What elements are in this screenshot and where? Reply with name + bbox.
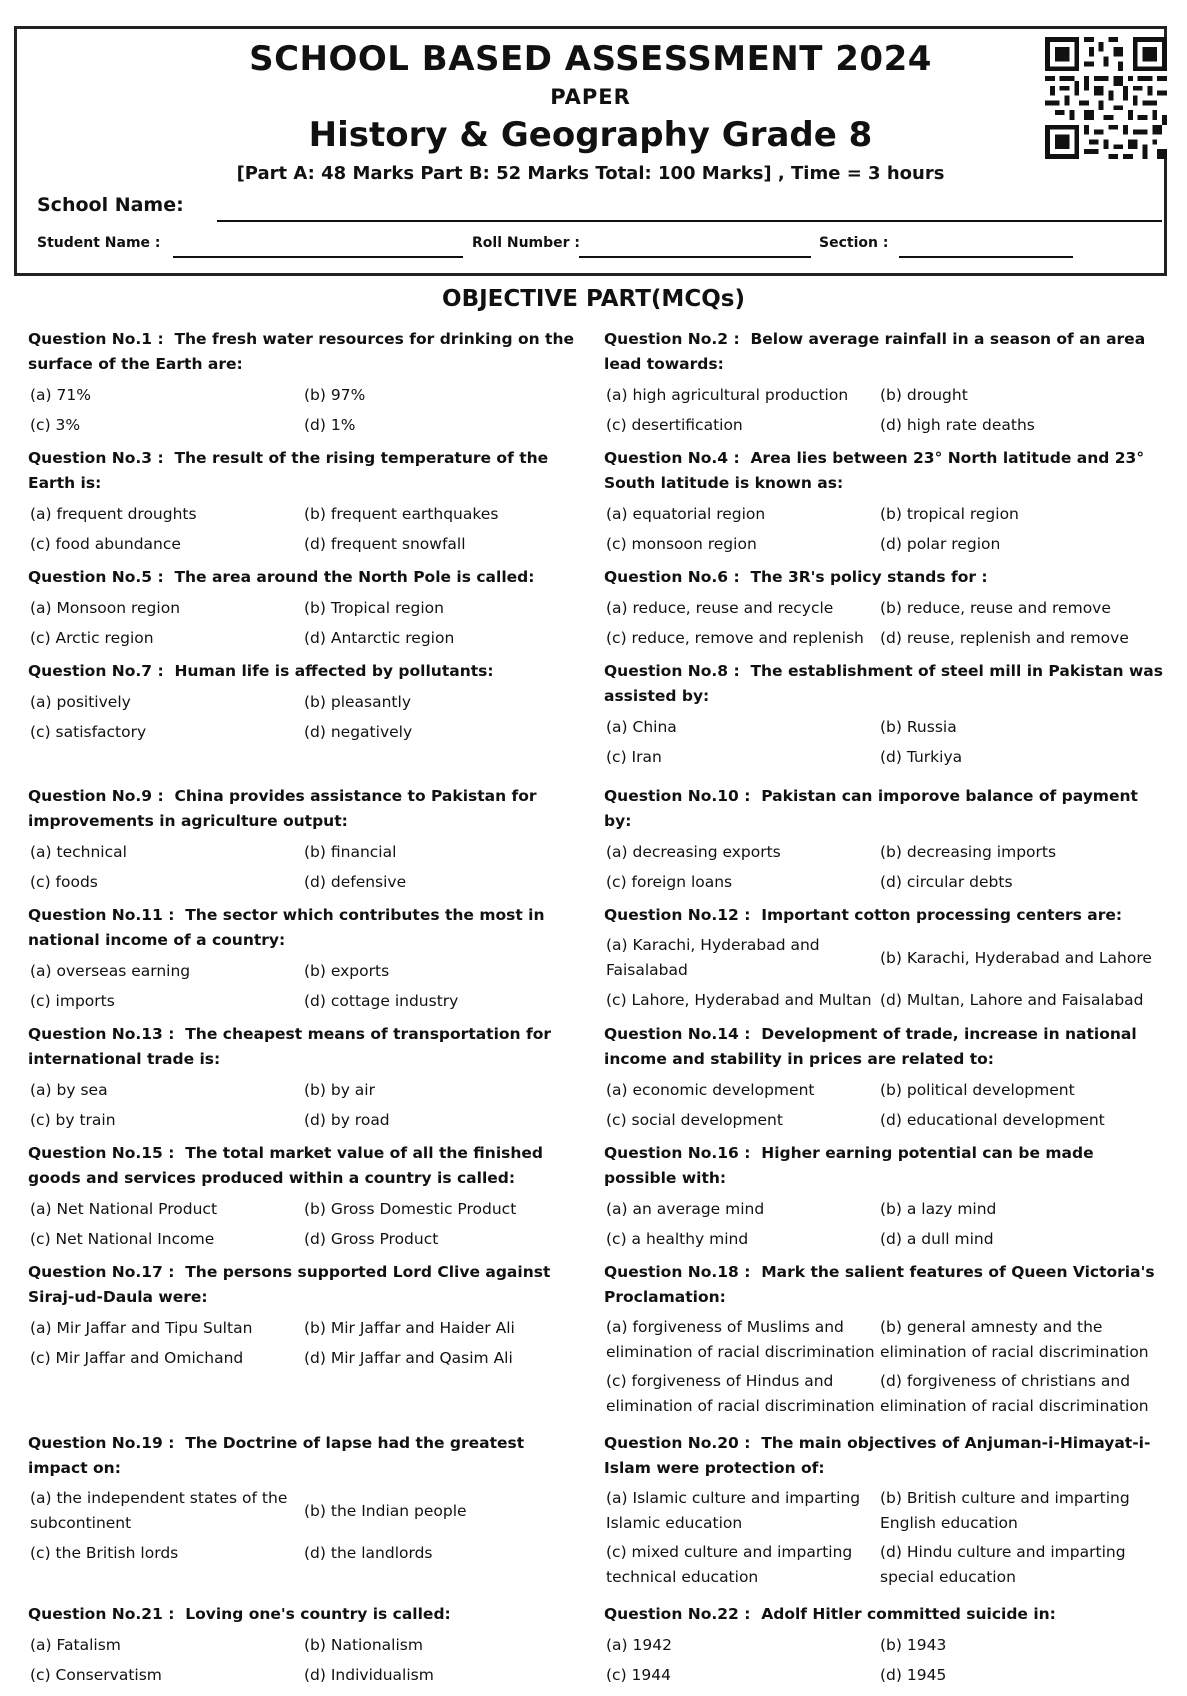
question-1 [28,327,588,441]
option-c[interactable]: (c) desertification [606,415,743,434]
question-number: Question No.9 : [28,787,164,805]
option-b[interactable]: (b) decreasing imports [880,842,1057,861]
option-c[interactable]: (c) Lahore, Hyderabad and Multan [606,990,872,1009]
option-b[interactable]: (b) political development [880,1080,1075,1099]
option-b[interactable]: (b) Karachi, Hyderabad and Lahore [880,948,1152,967]
question-stem [604,659,1164,709]
option-a[interactable]: (a) technical [30,842,127,861]
paper-header [14,26,1167,276]
option-c[interactable]: (c) food abundance [30,534,181,553]
question-number: Question No.17 : [28,1263,175,1281]
option-c[interactable]: (c) 1944 [606,1665,671,1684]
question-12 [604,903,1164,1016]
question-stem [28,784,588,834]
question-text: Below average rainfall in a season of an area lead towards: [604,330,1146,373]
question-number: Question No.21 : [28,1605,175,1623]
question-13 [28,1022,588,1136]
option-a[interactable]: (a) Net National Product [30,1199,218,1218]
question-8 [604,659,1164,773]
question-stem [28,1260,588,1310]
option-c[interactable]: (c) forgiveness of Hindus and elimination of racial discrimination [606,1372,875,1415]
option-a[interactable]: (a) decreasing exports [606,842,781,861]
option-d[interactable]: (d) 1% [304,415,356,434]
question-text: Loving one's country is called: [185,1605,451,1623]
question-19 [28,1431,588,1569]
option-d[interactable]: (d) defensive [304,872,407,891]
option-c[interactable]: (c) Iran [606,747,662,766]
question-text: The main objectives of Anjuman-i-Himayat-i-Islam were protection of: [604,1434,1151,1477]
question-number: Question No.2 : [604,330,740,348]
option-d[interactable]: (d) the landlords [304,1543,433,1562]
question-stem [28,327,588,377]
question-4 [604,446,1164,560]
question-stem [604,1260,1164,1310]
question-number: Question No.10 : [604,787,751,805]
paper-label: PAPER [550,85,631,109]
options-grid [604,1314,1164,1422]
question-15 [28,1141,588,1255]
question-text: The fresh water resources for drinking on the surface of the Earth are: [28,330,574,373]
question-18 [604,1260,1164,1422]
option-c[interactable]: (c) a healthy mind [606,1229,749,1248]
question-stem [28,1602,588,1627]
options-grid [28,1076,588,1136]
option-d[interactable]: (d) 1945 [880,1665,947,1684]
qr-code-icon [1045,37,1167,159]
option-b[interactable]: (b) financial [304,842,397,861]
option-b[interactable]: (b) exports [304,961,390,980]
option-d[interactable]: (d) a dull mind [880,1229,994,1248]
option-a[interactable]: (a) overseas earning [30,961,191,980]
question-text: Mark the salient features of Queen Victoria's Proclamation: [604,1263,1155,1306]
option-d[interactable]: (d) negatively [304,722,413,741]
student-name-label: Student Name : [37,235,161,251]
question-2 [604,327,1164,441]
question-number: Question No.8 : [604,662,740,680]
roll-number-field[interactable] [579,256,811,258]
option-d[interactable]: (d) polar region [880,534,1001,553]
question-stem [604,1022,1164,1072]
option-b[interactable]: (b) general amnesty and the elimination of racial discrimination [880,1318,1149,1361]
question-stem [604,1602,1164,1627]
question-text: Area lies between 23° North latitude and 23° South latitude is known as: [604,449,1145,492]
options-grid [604,1485,1164,1593]
option-a[interactable]: (a) reduce, reuse and recycle [606,598,834,617]
options-grid [28,500,588,560]
option-c[interactable]: (c) the British lords [30,1543,179,1562]
option-b[interactable]: (b) Mir Jaffar and Haider Ali [304,1318,515,1337]
option-b[interactable]: (b) tropical region [880,504,1019,523]
options-grid [28,957,588,1017]
question-22 [604,1602,1164,1691]
option-c[interactable]: (c) foods [30,872,98,891]
question-21 [28,1602,588,1691]
option-b[interactable]: (b) a lazy mind [880,1199,997,1218]
options-grid [28,838,588,898]
section-title: OBJECTIVE PART(MCQs) [442,286,745,312]
option-d[interactable]: (d) cottage industry [304,991,459,1010]
question-text: The sector which contributes the most in national income of a country: [28,906,545,949]
section-label: Section : [819,235,889,251]
question-text: Pakistan can imporove balance of payment by: [604,787,1138,830]
option-c[interactable]: (c) reduce, remove and replenish [606,628,864,647]
question-stem [604,1141,1164,1191]
exam-title: SCHOOL BASED ASSESSMENT 2024 [249,39,932,79]
question-text: The persons supported Lord Clive against Siraj-ud-Daula were: [28,1263,551,1306]
question-stem [28,1141,588,1191]
option-b[interactable]: (b) reduce, reuse and remove [880,598,1111,617]
option-a[interactable]: (a) forgiveness of Muslims and elimination of racial discrimination [606,1318,875,1361]
options-grid [28,594,588,654]
options-grid [604,500,1164,560]
question-10 [604,784,1164,898]
option-c[interactable]: (c) Conservatism [30,1665,162,1684]
question-text: Important cotton processing centers are: [761,906,1123,924]
option-b[interactable]: (b) 97% [304,385,366,404]
question-stem [28,565,588,590]
question-16 [604,1141,1164,1255]
question-stem [28,903,588,953]
option-d[interactable]: (d) Hindu culture and imparting special education [880,1543,1126,1586]
question-number: Question No.18 : [604,1263,751,1281]
option-a[interactable]: (a) an average mind [606,1199,765,1218]
options-grid [28,1314,588,1374]
option-a[interactable]: (a) Fatalism [30,1635,121,1654]
options-grid [28,381,588,441]
option-a[interactable]: (a) high agricultural production [606,385,849,404]
option-b[interactable]: (b) the Indian people [304,1501,467,1520]
option-a[interactable]: (a) China [606,717,677,736]
question-stem [28,446,588,496]
options-grid [604,594,1164,654]
option-c[interactable]: (c) Net National Income [30,1229,215,1248]
option-c[interactable]: (c) social development [606,1110,783,1129]
question-number: Question No.20 : [604,1434,751,1452]
option-b[interactable]: (b) Nationalism [304,1635,423,1654]
question-3 [28,446,588,560]
question-number: Question No.3 : [28,449,164,467]
option-a[interactable]: (a) equatorial region [606,504,766,523]
option-a[interactable]: (a) by sea [30,1080,108,1099]
option-d[interactable]: (d) by road [304,1110,390,1129]
option-d[interactable]: (d) Turkiya [880,747,963,766]
option-a[interactable]: (a) Mir Jaffar and Tipu Sultan [30,1318,253,1337]
question-stem [28,659,588,684]
question-17 [28,1260,588,1374]
option-d[interactable]: (d) Gross Product [304,1229,439,1248]
school-name-field[interactable] [217,220,1162,222]
question-20 [604,1431,1164,1593]
question-text: Adolf Hitler committed suicide in: [761,1605,1056,1623]
question-text: The Doctrine of lapse had the greatest impact on: [28,1434,525,1477]
question-text: Higher earning potential can be made possible with: [604,1144,1094,1187]
option-b[interactable]: (b) by air [304,1080,375,1099]
question-text: The area around the North Pole is called: [174,568,535,586]
question-11 [28,903,588,1017]
question-text: The establishment of steel mill in Pakistan was assisted by: [604,662,1163,705]
question-number: Question No.5 : [28,568,164,586]
question-number: Question No.13 : [28,1025,175,1043]
question-number: Question No.12 : [604,906,751,924]
options-grid [604,381,1164,441]
option-b[interactable]: (b) 1943 [880,1635,947,1654]
option-b[interactable]: (b) frequent earthquakes [304,504,499,523]
school-name-label: School Name: [37,194,184,216]
option-a[interactable]: (a) 71% [30,385,91,404]
question-number: Question No.15 : [28,1144,175,1162]
option-d[interactable]: (d) high rate deaths [880,415,1035,434]
roll-number-label: Roll Number : [472,235,581,251]
question-stem [604,1431,1164,1481]
question-number: Question No.16 : [604,1144,751,1162]
option-d[interactable]: (d) frequent snowfall [304,534,466,553]
option-a[interactable]: (a) 1942 [606,1635,672,1654]
option-c[interactable]: (c) foreign loans [606,872,733,891]
subject-title: History & Geography Grade 8 [308,115,873,155]
option-a[interactable]: (a) Islamic culture and imparting Islamic education [606,1489,861,1532]
question-text: Human life is affected by pollutants: [174,662,494,680]
option-a[interactable]: (a) frequent droughts [30,504,197,523]
option-b[interactable]: (b) Russia [880,717,957,736]
student-name-field[interactable] [173,256,463,258]
question-number: Question No.22 : [604,1605,751,1623]
question-text: The cheapest means of transportation for international trade is: [28,1025,552,1068]
option-d[interactable]: (d) reuse, replenish and remove [880,628,1129,647]
question-6 [604,565,1164,654]
option-d[interactable]: (d) Antarctic region [304,628,455,647]
option-c[interactable]: (c) imports [30,991,115,1010]
option-c[interactable]: (c) by train [30,1110,116,1129]
question-number: Question No.4 : [604,449,740,467]
marks-and-time: [Part A: 48 Marks Part B: 52 Marks Total: 100 Marks] , Time = 3 hours [236,163,945,184]
option-d[interactable]: (d) Mir Jaffar and Qasim Ali [304,1348,513,1367]
question-number: Question No.14 : [604,1025,751,1043]
question-stem [604,446,1164,496]
options-grid [604,932,1164,1016]
option-b[interactable]: (b) Tropical region [304,598,444,617]
options-grid [604,713,1164,773]
question-stem [604,784,1164,834]
question-9 [28,784,588,898]
question-stem [604,903,1164,928]
option-d[interactable]: (d) educational development [880,1110,1105,1129]
option-c[interactable]: (c) mixed culture and imparting technical education [606,1543,853,1586]
question-stem [28,1431,588,1481]
option-c[interactable]: (c) monsoon region [606,534,757,553]
question-number: Question No.11 : [28,906,175,924]
section-field[interactable] [899,256,1073,258]
options-grid [28,688,588,748]
option-a[interactable]: (a) positively [30,692,131,711]
question-5 [28,565,588,654]
question-number: Question No.7 : [28,662,164,680]
question-14 [604,1022,1164,1136]
question-7 [28,659,588,748]
option-d[interactable]: (d) circular debts [880,872,1013,891]
question-stem [604,327,1164,377]
question-text: The 3R's policy stands for : [750,568,988,586]
option-c[interactable]: (c) Mir Jaffar and Omichand [30,1348,244,1367]
option-a[interactable]: (a) economic development [606,1080,815,1099]
options-grid [28,1485,588,1569]
question-text: The total market value of all the finished goods and services produced within a country is called: [28,1144,543,1187]
options-grid [28,1195,588,1255]
option-a[interactable]: (a) Monsoon region [30,598,181,617]
option-c[interactable]: (c) Arctic region [30,628,154,647]
option-a[interactable]: (a) the independent states of the subcontinent [30,1489,288,1532]
option-d[interactable]: (d) Individualism [304,1665,434,1684]
options-grid [28,1631,588,1691]
question-text: The result of the rising temperature of the Earth is: [28,449,549,492]
options-grid [604,1076,1164,1136]
question-number: Question No.19 : [28,1434,175,1452]
option-d[interactable]: (d) Multan, Lahore and Faisalabad [880,990,1144,1009]
options-grid [604,838,1164,898]
option-b[interactable]: (b) Gross Domestic Product [304,1199,517,1218]
option-c[interactable]: (c) satisfactory [30,722,147,741]
question-text: China provides assistance to Pakistan for improvements in agriculture output: [28,787,537,830]
option-c[interactable]: (c) 3% [30,415,81,434]
question-number: Question No.1 : [28,330,164,348]
question-stem [28,1022,588,1072]
option-d[interactable]: (d) forgiveness of christians and elimination of racial discrimination [880,1372,1149,1415]
option-a[interactable]: (a) Karachi, Hyderabad and Faisalabad [606,936,820,979]
options-grid [604,1631,1164,1691]
question-text: Development of trade, increase in national income and stability in prices are related to: [604,1025,1137,1068]
option-b[interactable]: (b) drought [880,385,968,404]
option-b[interactable]: (b) pleasantly [304,692,411,711]
question-stem [604,565,1164,590]
option-b[interactable]: (b) British culture and imparting English education [880,1489,1130,1532]
question-number: Question No.6 : [604,568,740,586]
options-grid [604,1195,1164,1255]
